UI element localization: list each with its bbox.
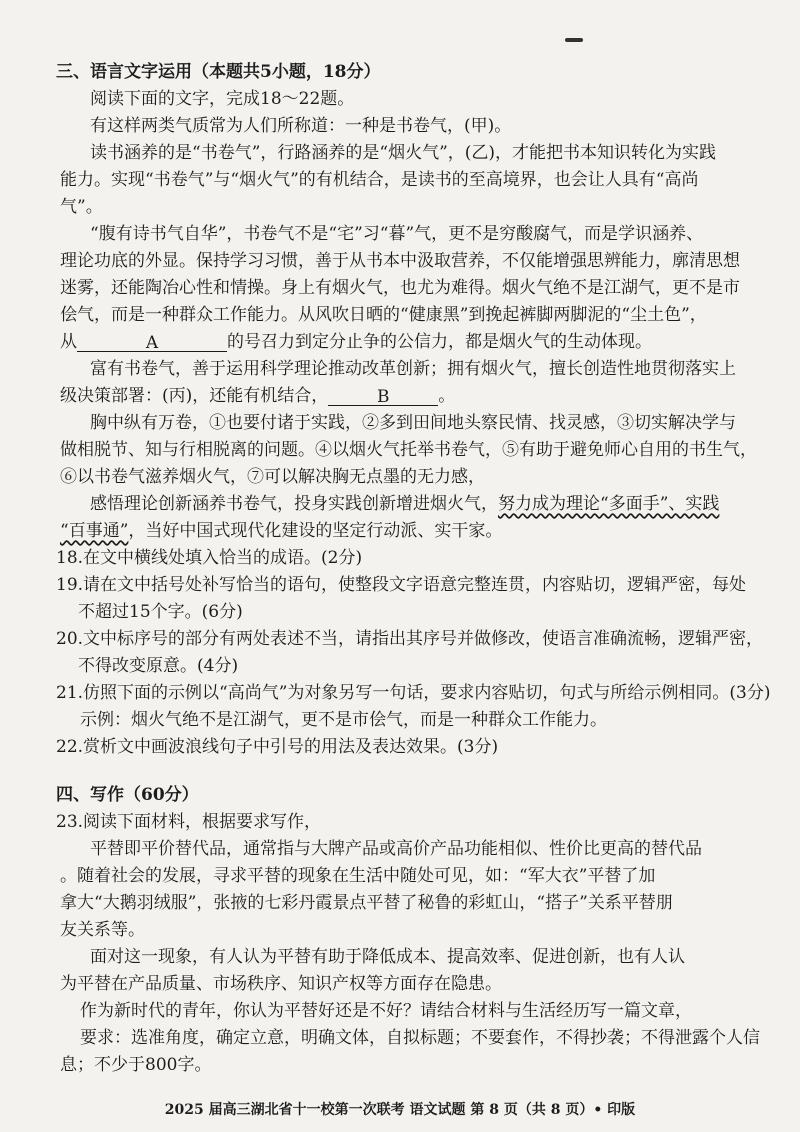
wavy-sentence-part1: 努力成为理论“多面手”、实践 <box>498 494 720 514</box>
requirements-line2: 息；不少于800字。 <box>60 1055 212 1075</box>
wavy-sentence-part2: “百事通” <box>60 521 129 541</box>
para3-line1: “腹有诗书气自华”，书卷气不是“宅”习“暮”气，更不是穷酸腐气，而是学识涵养、 <box>90 224 704 244</box>
para5-line2: 做相脱节、知与行相脱离的问题。④以烟火气托举书卷气，⑤有助于避免师心自用的书生气， <box>60 440 757 460</box>
para3-line2: 理论功底的外显。保持学习习惯，善于从书本中汲取营养，不仅能增强思辨能力，廓清思想 <box>60 251 740 271</box>
material1-line4: 友关系等。 <box>60 920 145 940</box>
para4-line2-post: 。 <box>438 386 456 406</box>
para3-line5 <box>60 332 750 352</box>
para1: 有这样两类气质常为人们所称道：一种是书卷气，(甲)。 <box>90 116 512 136</box>
para6-line1 <box>90 494 780 514</box>
para3-line4: 侩气，而是一种群众工作能力。从风吹日晒的“健康黑”到挽起裤脚两脚泥的“尘土色”， <box>60 305 707 325</box>
material1-line3: 拿大“大鹅羽绒服”，张掖的七彩丹霞景点平替了秘鲁的彩虹山，“搭子”关系平替朋 <box>60 893 673 913</box>
section3-title: 三、语言文字运用（本题共5小题，18分） <box>56 62 381 82</box>
para5-line3: ⑥以书卷气滋养烟火气，⑦可以解决胸无点墨的无力感， <box>60 467 485 487</box>
para2-line3: 气”。 <box>60 197 103 217</box>
question-21: 21.仿照下面的示例以“高尚气”为对象另写一句话，要求内容贴切，句式与所给示例相同。(3分) <box>56 683 771 703</box>
question-20-line1: 20.文中标序号的部分有两处表述不当，请指出其序号并做修改，使语言准确流畅，逻辑严密， <box>56 629 764 649</box>
para5-line1: 胸中纵有万卷，①也要付诸于实践，②多到田间地头察民情、找灵感，③切实解决学与 <box>90 413 736 433</box>
para4-line2 <box>60 386 750 406</box>
material2-line1: 面对这一现象，有人认为平替有助于降低成本、提高效率、促进创新，也有人认 <box>90 947 685 967</box>
question-18: 18.在文中横线处填入恰当的成语。(2分) <box>56 548 363 568</box>
question-19-line2: 不超过15个字。(6分) <box>78 602 243 622</box>
para3-line5-pre: 从 <box>60 332 77 352</box>
question-23: 23.阅读下面材料，根据要求写作， <box>56 812 322 832</box>
para4-line1: 富有书卷气，善于运用科学理论推动改革创新；拥有烟火气，擅长创造性地贯彻落实上 <box>90 359 736 379</box>
question-20-line2: 不得改变原意。(4分) <box>78 656 239 676</box>
material1-line1: 平替即平价替代品，通常指与大牌产品或高价产品功能相似、性价比更高的替代品 <box>90 839 702 859</box>
material1-line2: 。随着社会的发展，寻求平替的现象在生活中随处可见，如：“军大衣”平替了加 <box>60 866 656 886</box>
para4-line2-pre: 级决策部署：(丙)，还能有机结合， <box>60 386 329 406</box>
question-22: 22.赏析文中画波浪线句子中引号的用法及表达效果。(3分) <box>56 737 499 757</box>
para3-line5-post: 的号召力到定分止争的公信力，都是烟火气的生动体现。 <box>227 332 652 352</box>
material3: 作为新时代的青年，你认为平替好还是不好？请结合材料与生活经历写一篇文章， <box>80 1001 692 1021</box>
para6-line1-pre: 感悟理论创新涵养书卷气，投身实践创新增进烟火气， <box>90 494 498 514</box>
para6-line2-post: ，当好中国式现代化建设的坚定行动派、实干家。 <box>128 521 503 541</box>
section4-title: 四、写作（60分） <box>56 785 199 805</box>
blank-b: B <box>328 387 438 406</box>
para2-line1: 读书涵养的是“书卷气”，行路涵养的是“烟火气”，(乙)，才能把书本知识转化为实践 <box>90 143 717 163</box>
material2-line2: 为平替在产品质量、市场秩序、知识产权等方面存在隐患。 <box>60 974 502 994</box>
requirements-line1: 要求：选准角度，确定立意，明确文体，自拟标题；不要套作，不得抄袭；不得泄露个人信 <box>80 1028 760 1048</box>
scan-mark <box>565 38 583 42</box>
page-footer: 2025 届高三湖北省十一校第一次联考 语文试题 第 8 页（共 8 页）• 印版 <box>164 1102 636 1118</box>
question-19-line1: 19.请在文中括号处补写恰当的语句，使整段文字语意完整连贯，内容贴切，逻辑严密，每处 <box>56 575 747 595</box>
question-21-example: 示例：烟火气绝不是江湖气，更不是市侩气，而是一种群众工作能力。 <box>80 710 607 730</box>
blank-a: A <box>77 333 227 352</box>
para6-line2 <box>60 521 750 541</box>
para3-line3: 迷雾，还能陶冶心性和情操。身上有烟火气，也尤为难得。烟火气绝不是江湖气，更不是市 <box>60 278 740 298</box>
section3-intro: 阅读下面的文字，完成18～22题。 <box>90 89 355 109</box>
para2-line2: 能力。实现“书卷气”与“烟火气”的有机结合，是读书的至高境界，也会让人具有“高尚 <box>60 170 699 190</box>
